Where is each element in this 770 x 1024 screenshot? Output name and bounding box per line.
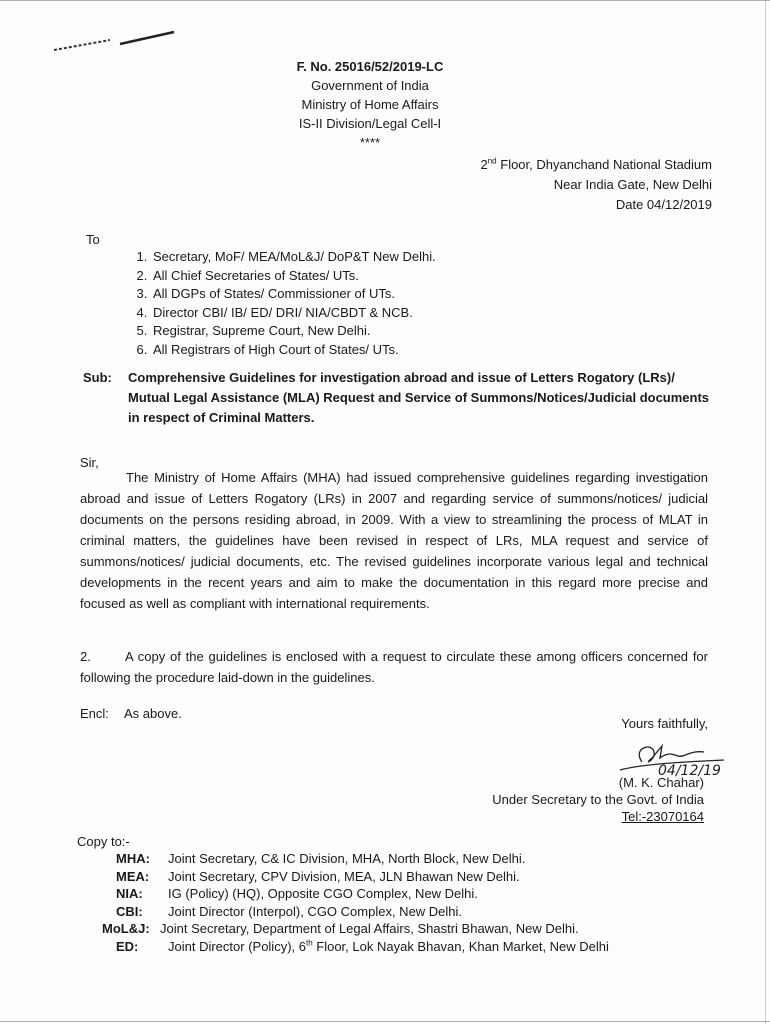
address-line-1: 2nd Floor, Dhyanchand National Stadium	[480, 156, 712, 172]
list-item: CBI: Joint Director (Interpol), CGO Complex, New Delhi.	[116, 903, 463, 919]
signature-date: 04/12/19	[658, 763, 721, 779]
enclosure	[80, 706, 182, 721]
recipient-list	[105, 248, 571, 359]
signatory-designation: Under Secretary to the Govt. of India	[492, 792, 704, 807]
scan-mark	[50, 28, 180, 58]
list-item: NIA: IG (Policy) (HQ), Opposite CGO Complex, New Delhi.	[116, 886, 478, 901]
file-number: F. No. 25016/52/2019-LC	[296, 59, 444, 74]
list-item: 4. Director CBI/ IB/ ED/ DRI/ NIA/CBDT & NCB.	[151, 304, 571, 323]
subject-text: Comprehensive Guidelines for investigation abroad and issue of Letters Rogatory (LRs)/ Mutual Legal Assistance (MLA) Request and Service of Summons/Notices/Judicial documents in respect of Criminal Matters.	[128, 370, 710, 425]
salutation: Sir,	[80, 455, 99, 470]
list-item: MHA: Joint Secretary, C& IC Division, MHA, North Block, New Delhi.	[116, 851, 526, 866]
enclosure-value: As above.	[124, 706, 182, 721]
list-item: 3. All DGPs of States/ Commissioner of UTs.	[151, 285, 571, 304]
to-label: To	[86, 232, 100, 247]
list-item: 5. Registrar, Supreme Court, New Delhi.	[151, 322, 571, 341]
enclosure-label: Encl:	[80, 706, 109, 721]
copy-to-list	[102, 850, 609, 955]
subject-label: Sub:	[83, 370, 112, 385]
letter-date: Date 04/12/2019	[615, 197, 712, 212]
signature-scrawl	[612, 738, 732, 780]
stars-divider: ****	[359, 135, 381, 150]
paragraph-text: A copy of the guidelines is enclosed with a request to circulate these among officers concerned for following the procedure laid-down in the guidelines.	[80, 649, 708, 685]
ministry-line: Ministry of Home Affairs	[301, 97, 439, 112]
paragraph-number: 2.	[80, 649, 91, 664]
scan-edge-bottom	[0, 1021, 770, 1022]
closing: Yours faithfully,	[621, 716, 708, 731]
list-item: 6. All Registrars of High Court of States/ UTs.	[151, 341, 571, 360]
government-line: Government of India	[311, 78, 429, 93]
letter-header	[240, 57, 500, 152]
copy-to-label: Copy to:-	[77, 834, 130, 849]
list-item: ED: Joint Director (Policy), 6th Floor, Lok Nayak Bhavan, Khan Market, New Delhi	[116, 938, 609, 954]
sender-address	[481, 155, 713, 215]
list-item: 1. Secretary, MoF/ MEA/MoL&J/ DoP&T New Delhi.	[151, 248, 571, 267]
signatory-name: (M. K. Chahar)	[618, 775, 704, 790]
division-line: IS-II Division/Legal Cell-I	[298, 116, 442, 131]
list-item: MEA: Joint Secretary, CPV Division, MEA, JLN Bhawan New Delhi.	[116, 868, 520, 884]
scan-edge-right	[765, 0, 766, 1024]
list-item: MoL&J: Joint Secretary, Department of Legal Affairs, Shastri Bhawan, New Delhi.	[102, 921, 579, 936]
body-paragraph-1: The Ministry of Home Affairs (MHA) had issued comprehensive guidelines regarding investigation abroad and issue of Letters Rogatory (LRs) in 2007 and regarding service of summons/notices/ judicial documents on the persons residing abroad, in 2009. With a view to streamlining the process of MLAT in criminal matters, the guidelines have been revised in respect of LRs, MLA request and service of summons/notices/ judicial documents, etc. The revised guidelines incorporate various legal and technical developments in the recent years and aim to make the documentation in this regard more precise and focused as well as compliant with international requirements.	[80, 470, 708, 611]
body-paragraph-2	[80, 646, 708, 688]
scan-edge-top	[0, 0, 770, 1]
list-item: 2. All Chief Secretaries of States/ UTs.	[151, 267, 571, 286]
signatory-telephone: Tel:-23070164	[621, 809, 704, 824]
address-line-2: Near India Gate, New Delhi	[553, 177, 712, 192]
